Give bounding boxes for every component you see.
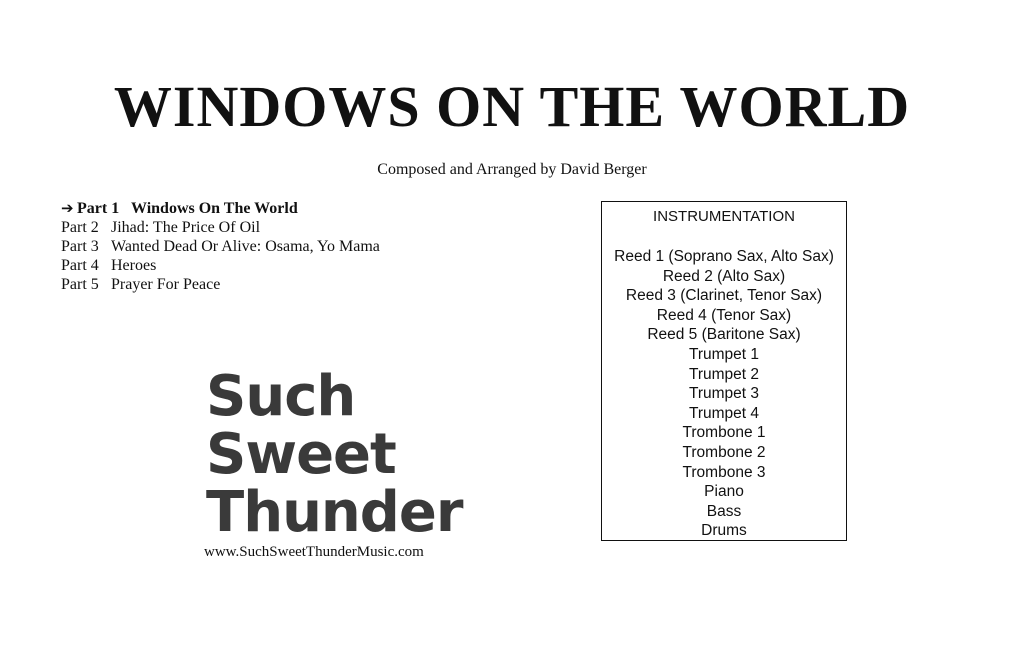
- part-number: Part 4: [61, 257, 99, 274]
- instrument-item: Reed 5 (Baritone Sax): [647, 326, 801, 344]
- part-name: Prayer For Peace: [111, 276, 221, 293]
- instrument-item: Bass: [706, 502, 742, 520]
- part-name: Heroes: [111, 257, 157, 274]
- arrow-right-icon: ➔: [61, 199, 74, 217]
- instrument-item: Trumpet 2: [688, 365, 760, 383]
- such-sweet-thunder-logo: [206, 364, 466, 545]
- page-title: WINDOWS ON THE WORLD: [113, 74, 911, 139]
- instrument-item: Trombone 2: [682, 443, 766, 461]
- instrument-item: Reed 4 (Tenor Sax): [656, 306, 792, 324]
- logo-line: Such: [206, 364, 356, 429]
- instrument-item: Trumpet 3: [688, 385, 760, 403]
- part-item-5: [61, 275, 380, 294]
- instrument-item: Reed 3 (Clarinet, Tenor Sax): [625, 287, 823, 305]
- logo-line: Thunder: [206, 480, 463, 545]
- part-item-4: [61, 256, 380, 275]
- instrument-list: [602, 247, 846, 541]
- instrument-item: Trombone 1: [682, 424, 766, 442]
- instrument-item: Trombone 3: [682, 463, 766, 481]
- part-name: Windows On The World: [131, 200, 298, 217]
- instrument-item: Trumpet 1: [688, 345, 760, 363]
- part-number: Part 5: [61, 276, 99, 293]
- part-number: Part 2: [61, 219, 99, 236]
- instrumentation-heading: INSTRUMENTATION: [653, 208, 795, 225]
- logo-line: Sweet: [206, 422, 396, 487]
- part-number: Part 3: [61, 238, 99, 255]
- instrument-item: Reed 1 (Soprano Sax, Alto Sax): [614, 248, 834, 265]
- instrument-item: Reed 2 (Alto Sax): [662, 267, 786, 285]
- part-name: Jihad: The Price Of Oil: [111, 219, 261, 236]
- instrument-item: Drums: [701, 522, 747, 540]
- parts-list: [61, 199, 380, 294]
- instrumentation-box: [601, 201, 847, 541]
- part-item-2: [61, 218, 380, 237]
- website-url: www.SuchSweetThunderMusic.com: [204, 544, 424, 560]
- instrument-item: Piano: [704, 483, 744, 501]
- instrument-item: Trumpet 4: [688, 404, 760, 422]
- part-item-1: [61, 199, 380, 218]
- part-number: Part 1: [77, 200, 120, 217]
- composer-credit: Composed and Arranged by David Berger: [377, 161, 647, 178]
- part-item-3: [61, 237, 380, 256]
- part-name: Wanted Dead Or Alive: Osama, Yo Mama: [111, 238, 380, 255]
